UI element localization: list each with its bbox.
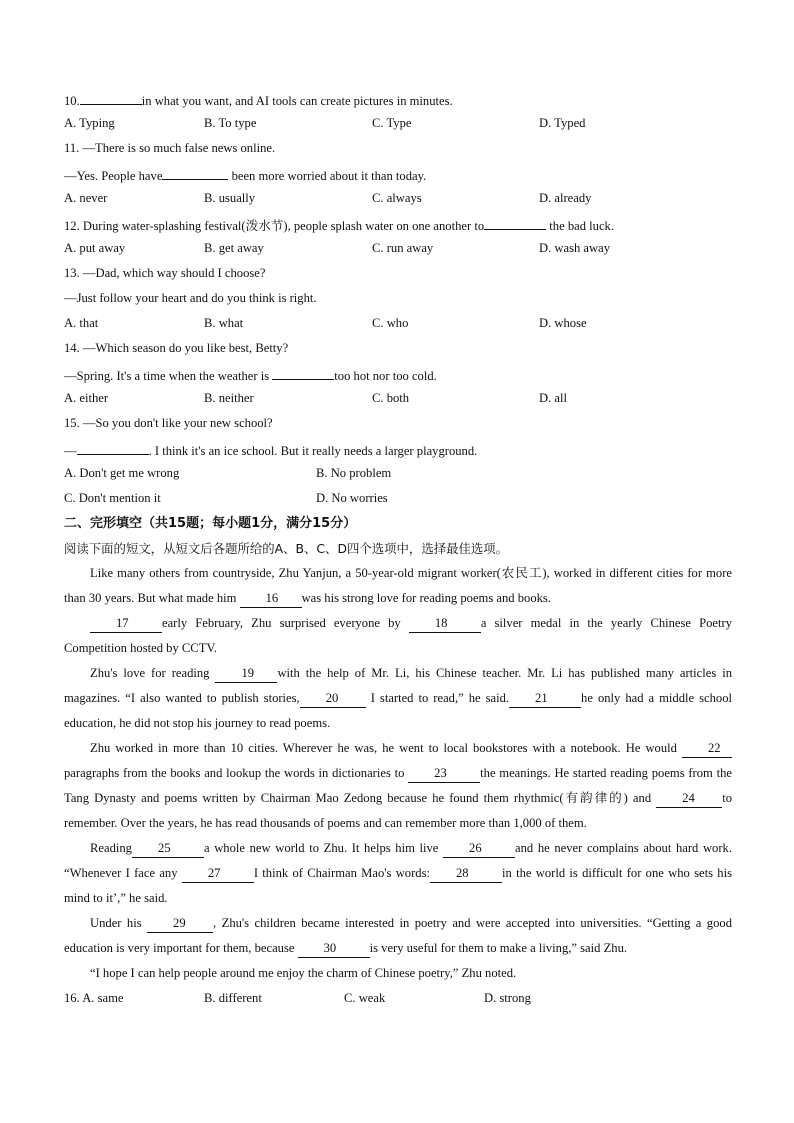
question-14: 14. —Which season do you like best, Betty?	[64, 341, 289, 355]
blank-25: 25	[132, 839, 204, 858]
option-a: A. Don't get me wrong	[64, 466, 180, 480]
option-c: C. run away	[372, 241, 434, 255]
question-11-response	[64, 161, 732, 186]
blank-26: 26	[443, 839, 515, 858]
option-a: A. put away	[64, 241, 126, 255]
blank-24: 24	[656, 789, 722, 808]
answer-blank	[80, 86, 142, 105]
blank-28: 28	[430, 864, 502, 883]
response-text-end: too hot nor too cold.	[334, 369, 437, 383]
blank-21: 21	[509, 689, 581, 708]
option-c: C. always	[372, 191, 422, 205]
passage-text: he only had a middle school education, he did not stop his journey to read poems.	[64, 691, 732, 730]
option-d: D. already	[539, 191, 592, 205]
option-c: C. Don't mention it	[64, 491, 161, 505]
blank-30: 30	[298, 939, 370, 958]
passage-paragraph-3	[64, 661, 732, 736]
section-heading: 二、完形填空（共15题；每小题1分，满分15分）	[64, 516, 357, 531]
question-11: 11. —There is so much false news online.	[64, 141, 276, 155]
passage-text: is very useful for them to make a living,” said Zhu.	[369, 941, 628, 955]
question-12	[64, 211, 732, 236]
option-b: B. get away	[204, 241, 264, 255]
option-c: C. weak	[344, 991, 386, 1005]
blank-23: 23	[408, 764, 480, 783]
passage-text: Zhu's love for reading	[90, 666, 216, 680]
question-10-options	[64, 111, 732, 136]
option-d: D. all	[539, 391, 567, 405]
passage-paragraph-2	[64, 611, 732, 661]
blank-18: 18	[409, 614, 481, 633]
question-13-options	[64, 311, 732, 336]
question-15: 15. —So you don't like your new school?	[64, 416, 273, 430]
passage-text: a whole new world to Zhu. It helps him live	[203, 841, 444, 855]
option-b: B. what	[204, 316, 244, 330]
passage-paragraph-6	[64, 911, 732, 961]
question-14-options	[64, 386, 732, 411]
question-16-options	[64, 986, 732, 1011]
option-c: C. Type	[372, 116, 412, 130]
option-d: D. wash away	[539, 241, 610, 255]
option-d: D. No worries	[316, 491, 388, 505]
question-13-response: —Just follow your heart and do you think is right.	[64, 291, 317, 305]
option-a: A. never	[64, 191, 108, 205]
passage-paragraph-5	[64, 836, 732, 911]
question-text: 12. During water-splashing festival(泼水节), people splash water on one another to	[64, 219, 485, 233]
passage-text: the meanings. He started reading poems from the Tang Dynasty and poems written by Chairman Mao Zedong because he found them rhythmic(有韵律的) and	[64, 766, 732, 805]
passage-text: I think of Chairman Mao's words:	[253, 866, 430, 880]
passage-text: to remember. Over the years, he has read thousands of poems and can remember more than 1,000 of them.	[64, 791, 732, 830]
passage-text: Zhu worked in more than 10 cities. Wherever he was, he went to local bookstores with a notebook. He would	[90, 741, 682, 755]
question-text: in what you want, and AI tools can create pictures in minutes.	[141, 94, 453, 108]
question-10	[64, 86, 732, 111]
passage-text: a silver medal in the yearly Chinese Poetry Competition hosted by CCTV.	[64, 616, 732, 655]
passage-paragraph-7: “I hope I can help people around me enjoy the charm of Chinese poetry,” Zhu noted.	[90, 966, 517, 980]
option-c: C. both	[372, 391, 410, 405]
passage-text: and he never complains about hard work. “Whenever I face any	[64, 841, 732, 880]
cloze-passage	[64, 561, 732, 986]
passage-paragraph-4	[64, 736, 732, 836]
response-text: —Spring. It's a time when the weather is	[64, 369, 273, 383]
answer-blank	[272, 361, 334, 380]
passage-text: I started to read,” he said.	[365, 691, 510, 705]
response-text-end: been more worried about it than today.	[228, 169, 427, 183]
passage-text: , Zhu's children became interested in poetry and were accepted into universities. “Getting a good education is very important for them, because	[64, 916, 732, 955]
blank-22: 22	[682, 739, 732, 758]
section-instruction: 阅读下面的短文，从短文后各题所给的A、B、C、D四个选项中，选择最佳选项。	[64, 541, 509, 556]
option-a: A. Typing	[64, 116, 115, 130]
option-a: A. that	[64, 316, 99, 330]
passage-text: Reading	[90, 841, 132, 855]
question-12-options	[64, 236, 732, 261]
question-15-options-row2	[64, 486, 732, 511]
blank-16: 16	[240, 589, 302, 608]
passage-text: with the help of Mr. Li, his Chinese teacher. Mr. Li has published many articles in magazines. “I also wanted to publish stories,	[64, 666, 732, 705]
question-14-response	[64, 361, 732, 386]
passage-text: in the world is difficult for one who sets his mind to it’,” he said.	[64, 866, 732, 905]
passage-text: Like many others from countryside, Zhu Yanjun, a 50-year-old migrant worker(农民工), worked in different cities for more than 30 years. But what made him	[64, 566, 732, 605]
answer-blank	[77, 436, 149, 455]
option-a: 16. A. same	[64, 991, 124, 1005]
passage-text: was his strong love for reading poems and books.	[301, 591, 551, 605]
answer-blank	[484, 211, 546, 230]
question-15-response	[64, 436, 732, 461]
blank-19: 19	[215, 664, 277, 683]
blank-29: 29	[147, 914, 213, 933]
option-d: D. Typed	[539, 116, 586, 130]
option-b: B. No problem	[316, 466, 392, 480]
option-b: B. To type	[204, 116, 257, 130]
question-text-end: the bad luck.	[546, 219, 614, 233]
option-b: B. usually	[204, 191, 256, 205]
question-13: 13. —Dad, which way should I choose?	[64, 266, 266, 280]
option-b: B. different	[204, 991, 262, 1005]
response-text: —Yes. People have	[64, 169, 163, 183]
option-d: D. whose	[539, 316, 587, 330]
option-d: D. strong	[484, 991, 531, 1005]
blank-27: 27	[182, 864, 254, 883]
question-number: 10.	[64, 94, 80, 108]
passage-paragraph-1	[64, 561, 732, 611]
blank-17: 17	[90, 614, 162, 633]
option-b: B. neither	[204, 391, 254, 405]
exam-page	[64, 86, 732, 1011]
option-a: A. either	[64, 391, 109, 405]
passage-text: paragraphs from the books and lookup the words in dictionaries to	[64, 766, 409, 780]
question-11-options	[64, 186, 732, 211]
question-15-options-row1	[64, 461, 732, 486]
response-text-end: . I think it's an ice school. But it really needs a larger playground.	[148, 444, 478, 458]
blank-20: 20	[300, 689, 366, 708]
answer-blank	[162, 161, 228, 180]
passage-text: Under his	[90, 916, 148, 930]
option-c: C. who	[372, 316, 409, 330]
passage-text: early February, Zhu surprised everyone by	[162, 616, 409, 630]
response-text: —	[64, 444, 77, 458]
